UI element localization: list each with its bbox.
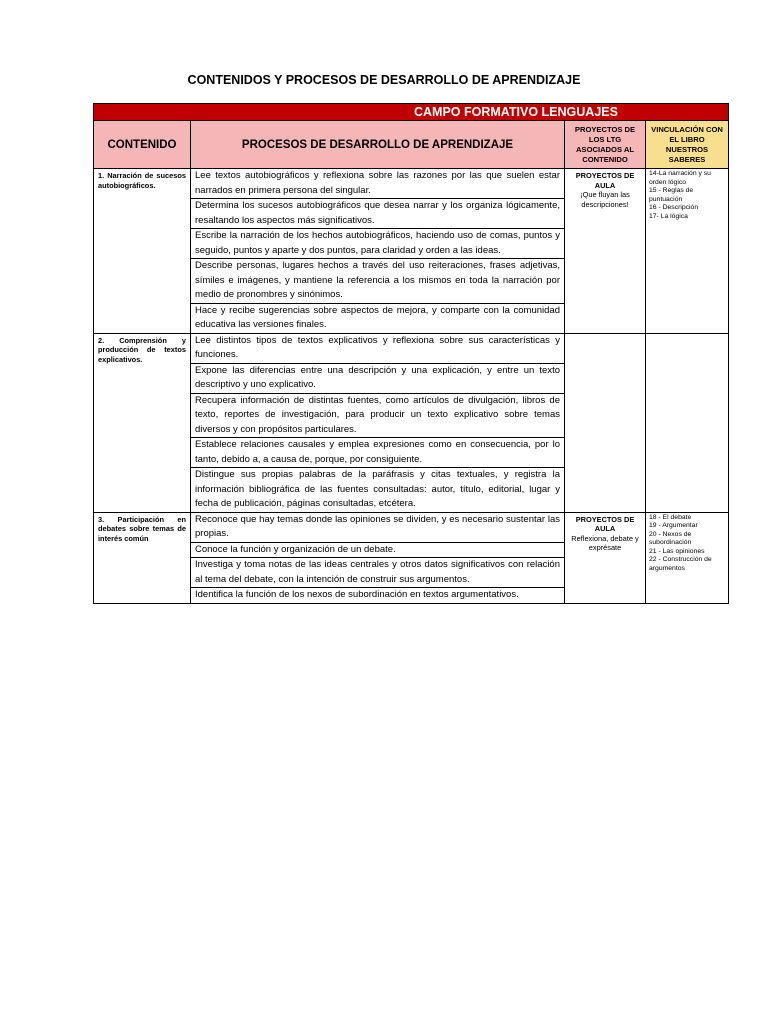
header-contenido: CONTENIDO bbox=[94, 121, 191, 169]
contenido-cell: 3. Participación en debates sobre temas de interés común bbox=[94, 512, 191, 603]
proyectos-title: PROYECTOS DE AULA bbox=[575, 514, 635, 533]
vinculacion-cell bbox=[646, 512, 729, 603]
proyectos-cell bbox=[565, 333, 646, 512]
campo-row bbox=[94, 104, 729, 121]
proceso-cell: Conoce la función y organización de un debate. bbox=[191, 542, 565, 558]
header-vinculacion: VINCULACIÓN CON EL LIBRO NUESTROS SABERES bbox=[646, 121, 729, 169]
proyectos-text: ¡Que fluyan las descripciones! bbox=[580, 190, 630, 209]
proyectos-cell bbox=[565, 512, 646, 603]
proceso-cell: Lee distintos tipos de textos explicativos y reflexiona sobre sus características y funciones. bbox=[191, 333, 565, 363]
proceso-cell: Describe personas, lugares hechos a través del uso reiteraciones, frases adjetivas, símiles e imágenes, y mantiene la referencia a los mismos en toda la narración por medio de pronombres y sinónimos. bbox=[191, 259, 565, 304]
vinculacion-cell bbox=[646, 333, 729, 512]
proceso-cell: Identifica la función de los nexos de subordinación en textos argumentativos. bbox=[191, 588, 565, 604]
table-body bbox=[94, 104, 729, 604]
vinculacion-cell bbox=[646, 169, 729, 334]
vinculacion-item: 21 - Las opiniones bbox=[649, 547, 705, 555]
proceso-cell: Recupera información de distintas fuentes, como artículos de divulgación, libros de texto, reportes de investigación, para producir un texto explicativo sobre temas diversos y con propósitos particulares. bbox=[191, 393, 565, 438]
proceso-cell: Establece relaciones causales y emplea expresiones como en consecuencia, por lo tanto, debido a, a causa de, porque, por consiguiente. bbox=[191, 438, 565, 468]
vinculacion-item: 14-La narración y su orden lógico bbox=[649, 170, 711, 186]
contenido-cell: 1. Narración de sucesos autobiográficos. bbox=[94, 169, 191, 334]
table-row bbox=[94, 169, 729, 199]
vinculacion-item: 18 - El debate bbox=[649, 513, 692, 521]
proceso-cell: Hace y recibe sugerencias sobre aspectos de mejora, y comparte con la comunidad educativa las versiones finales. bbox=[191, 303, 565, 333]
proyectos-cell bbox=[565, 169, 646, 334]
header-proyectos: PROYECTOS DE LOS LTG ASOCIADOS AL CONTENIDO bbox=[565, 121, 646, 169]
header-procesos: PROCESOS DE DESARROLLO DE APRENDIZAJE bbox=[191, 121, 565, 169]
vinculacion-item: 17- La lógica bbox=[649, 212, 688, 220]
campo-formativo-title: CAMPO FORMATIVO LENGUAJES bbox=[94, 104, 729, 121]
proceso-cell: Investiga y toma notas de las ideas centrales y otros datos significativos con relación al tema del debate, con la intención de construir sus argumentos. bbox=[191, 558, 565, 588]
proceso-cell: Distingue sus propias palabras de la paráfrasis y citas textuales, y registra la información bibliográfica de las fuentes consultadas: autor, título, editorial, lugar y fecha de publicación, páginas consultadas, etcétera. bbox=[191, 468, 565, 513]
proceso-cell: Escribe la narración de los hechos autobiográficos, haciendo uso de comas, puntos y seguido, puntos y aparte y dos puntos, para claridad y orden a las ideas. bbox=[191, 229, 565, 259]
vinculacion-item: 19 - Argumentar bbox=[649, 522, 698, 530]
vinculacion-item: 22 - Construcción de argumentos bbox=[649, 556, 712, 573]
table-row bbox=[94, 333, 729, 363]
document-title: CONTENIDOS Y PROCESOS DE DESARROLLO DE APRENDIZAJE bbox=[187, 73, 581, 87]
vinculacion-item: 15 - Reglas de puntuación bbox=[649, 187, 694, 203]
table-row bbox=[94, 512, 729, 542]
proyectos-title: PROYECTOS DE AULA bbox=[575, 171, 635, 190]
proceso-cell: Determina los sucesos autobiográficos que desea narrar y los organiza lógicamente, resaltando los aspectos más significativos. bbox=[191, 199, 565, 229]
contenido-cell: 2. Comprensión y producción de textos explicativos. bbox=[94, 333, 191, 512]
header-row bbox=[94, 121, 729, 169]
vinculacion-item: 20 - Nexos de subordinación bbox=[649, 530, 692, 547]
proceso-cell: Expone las diferencias entre una descripción y una explicación, y entre un texto descriptivo y uno explicativo. bbox=[191, 363, 565, 393]
contents-table bbox=[93, 103, 729, 604]
vinculacion-item: 16 - Descripción bbox=[649, 204, 699, 212]
proceso-cell: Reconoce que hay temas donde las opiniones se dividen, y es necesario sustentar las propias. bbox=[191, 512, 565, 542]
proceso-cell: Lee textos autobiográficos y reflexiona sobre las razones por las que suelen estar narrados en primera persona del singular. bbox=[191, 169, 565, 199]
proyectos-text: Reflexiona, debate y exprésate bbox=[571, 533, 639, 552]
